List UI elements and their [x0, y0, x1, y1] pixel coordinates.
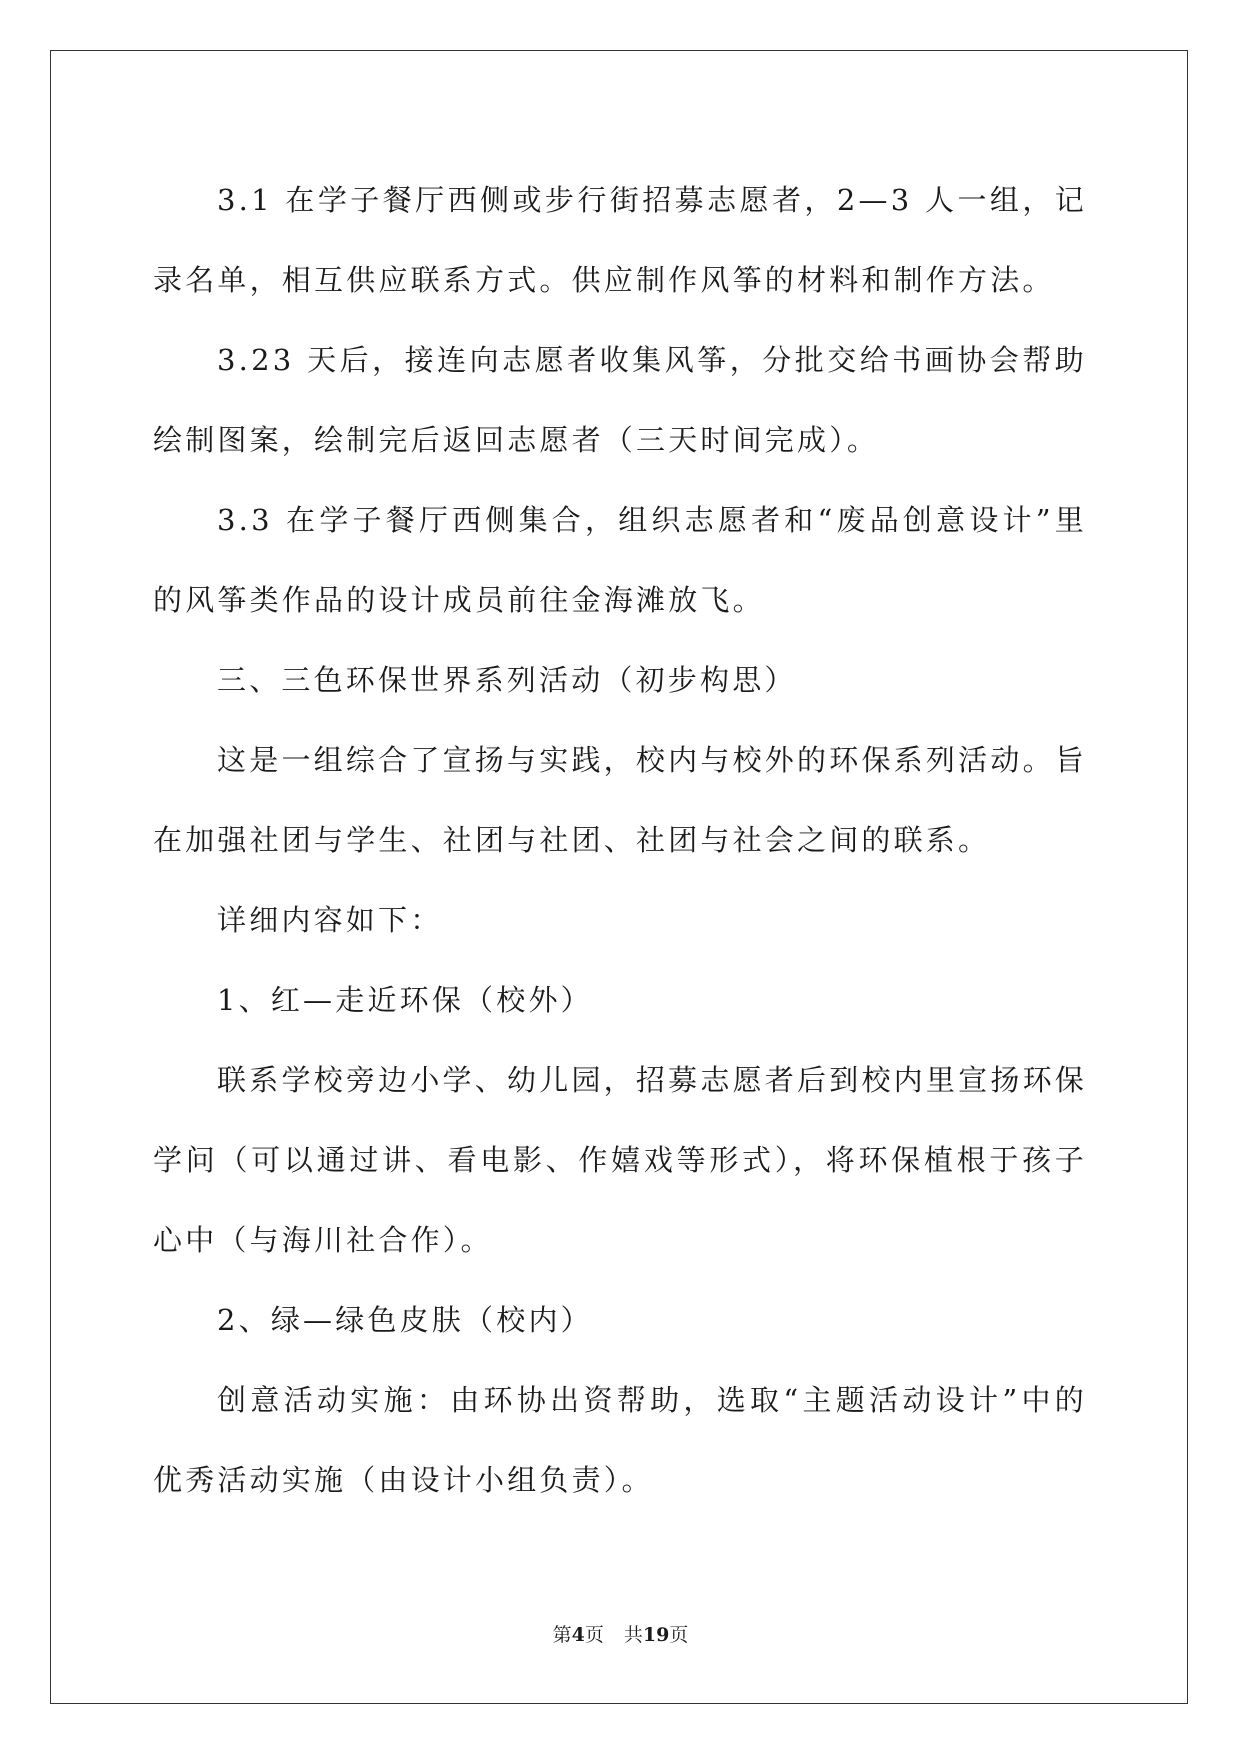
- paragraph-3-2: 3.23 天后，接连向志愿者收集风筝，分批交给书画协会帮助绘制图案，绘制完后返回志愿者（三天时间完成）。: [153, 343, 1087, 457]
- footer-page-number: 4: [571, 1624, 585, 1646]
- footer-total-prefix: 共: [623, 1624, 643, 1646]
- document-body: [153, 160, 1087, 1520]
- section-heading-three: 三、三色环保世界系列活动（初步构思）: [217, 663, 797, 697]
- paragraph-3-3: 3.3 在学子餐厅西侧集合，组织志愿者和“废品创意设计”里的风筝类作品的设计成员前往金海滩放飞。: [153, 503, 1087, 617]
- item-heading-red: 1、红—走近环保（校外）: [217, 983, 593, 1017]
- item-heading-green: 2、绿—绿色皮肤（校内）: [217, 1303, 593, 1337]
- footer-page-suffix: 页: [584, 1624, 604, 1646]
- footer-total-number: 19: [642, 1624, 670, 1646]
- footer-total-suffix: 页: [669, 1624, 689, 1646]
- footer-page-prefix: 第: [552, 1624, 572, 1646]
- paragraph-intro: 这是一组综合了宣扬与实践，校内与校外的环保系列活动。旨在加强社团与学生、社团与社团、社团与社会之间的联系。: [153, 743, 1087, 857]
- paragraph-details-label: 详细内容如下：: [217, 903, 443, 937]
- paragraph-red-body: 联系学校旁边小学、幼儿园，招募志愿者后到校内里宣扬环保学问（可以通过讲、看电影、作嬉戏等形式），将环保植根于孩子心中（与海川社合作）。: [153, 1063, 1087, 1257]
- page-footer: [0, 1620, 1241, 1647]
- paragraph-3-1: 3.1 在学子餐厅西侧或步行街招募志愿者，2—3 人一组，记录名单，相互供应联系方式。供应制作风筝的材料和制作方法。: [153, 183, 1087, 297]
- paragraph-green-body: 创意活动实施：由环协出资帮助，选取“主题活动设计”中的优秀活动实施（由设计小组负责）。: [153, 1383, 1087, 1497]
